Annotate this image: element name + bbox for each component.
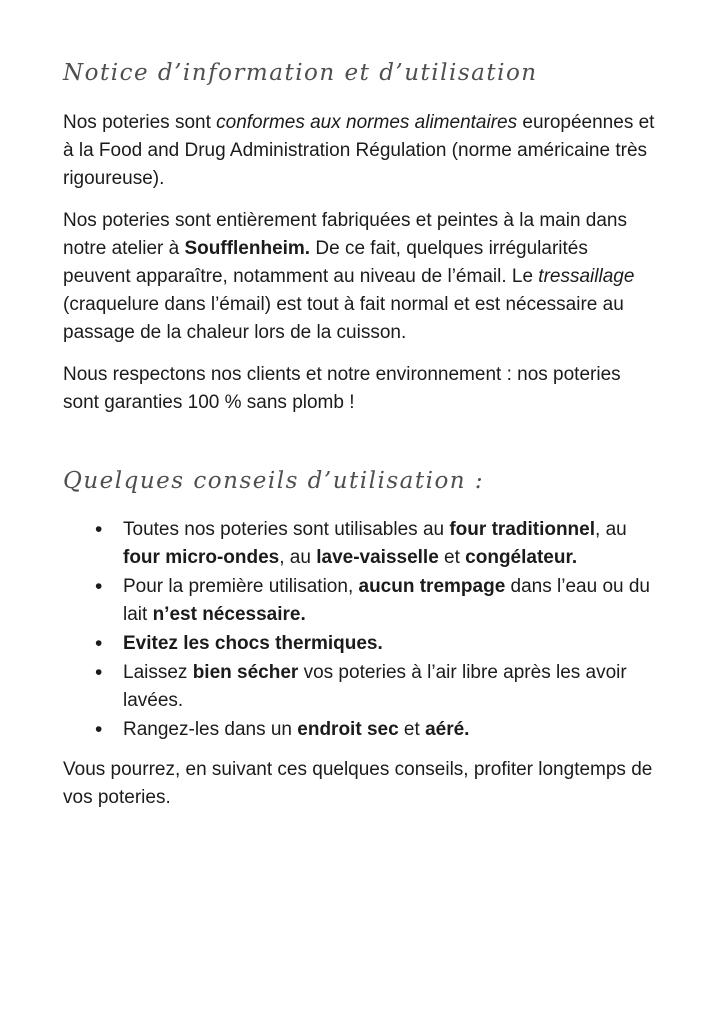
text-run: Pour la première utilisation,: [123, 576, 359, 597]
text-run: lave-vaisselle: [316, 547, 439, 568]
list-item-fours: [63, 516, 656, 572]
paragraph-closing: [63, 756, 656, 812]
tips-list: [63, 516, 656, 744]
text-run: endroit sec: [297, 719, 399, 740]
paragraph-environnement: [63, 361, 656, 417]
text-run: tressaillage: [538, 266, 635, 287]
text-run: européennes et à la Food and Drug Administration Régulation (norme américaine très rigoureuse).: [63, 112, 655, 189]
text-run: congélateur.: [465, 547, 578, 568]
document-title: Notice d’information et d’utilisation: [63, 60, 538, 86]
list-item-rangement: [63, 716, 656, 744]
text-run: Laissez: [123, 662, 193, 683]
text-run: four micro-ondes: [123, 547, 280, 568]
list-item-trempage: [63, 573, 656, 629]
text-run: aucun trempage: [358, 576, 506, 597]
text-run: Nos poteries sont entièrement fabriquées et peintes à la main dans notre atelier à: [63, 210, 627, 259]
text-run: Evitez les chocs thermiques.: [123, 633, 383, 654]
paragraph-fabrication: [63, 207, 656, 347]
paragraph-normes: [63, 109, 656, 193]
text-run: Vous pourrez, en suivant ces quelques conseils, profiter longtemps de vos poteries.: [63, 759, 653, 808]
text-run: Rangez-les dans un: [123, 719, 298, 740]
text-run: (craquelure dans l’émail) est tout à fait normal et est nécessaire au passage de la chaleur lors de la cuisson.: [63, 294, 624, 343]
text-run: , au: [595, 519, 627, 540]
text-run: Nos poteries sont: [63, 112, 217, 133]
text-run: , au: [279, 547, 317, 568]
text-run: vos poteries à l’air libre après les avoir lavées.: [123, 662, 627, 711]
text-run: aéré.: [425, 719, 470, 740]
text-run: De ce fait, quelques irrégularités peuvent apparaître, notamment au niveau de l’émail. Le: [63, 238, 588, 287]
text-run: dans l’eau ou du lait: [123, 576, 650, 625]
text-run: Toutes nos poteries sont utilisables au: [123, 519, 450, 540]
text-run: bien sécher: [192, 662, 299, 683]
section-heading-conseils: Quelques conseils d’utilisation :: [63, 468, 485, 494]
text-run: Soufflenheim.: [184, 238, 311, 259]
text-run: Nous respectons nos clients et notre environnement : nos poteries sont garanties 100 % sans plomb !: [63, 364, 621, 413]
text-run: et: [438, 547, 466, 568]
list-item-chocs-thermiques: [63, 630, 656, 658]
text-run: et: [398, 719, 426, 740]
list-item-sechage: [63, 659, 656, 715]
text-run: n’est nécessaire.: [152, 604, 306, 625]
text-run: conformes aux normes alimentaires: [216, 112, 518, 133]
text-run: four traditionnel: [449, 519, 596, 540]
